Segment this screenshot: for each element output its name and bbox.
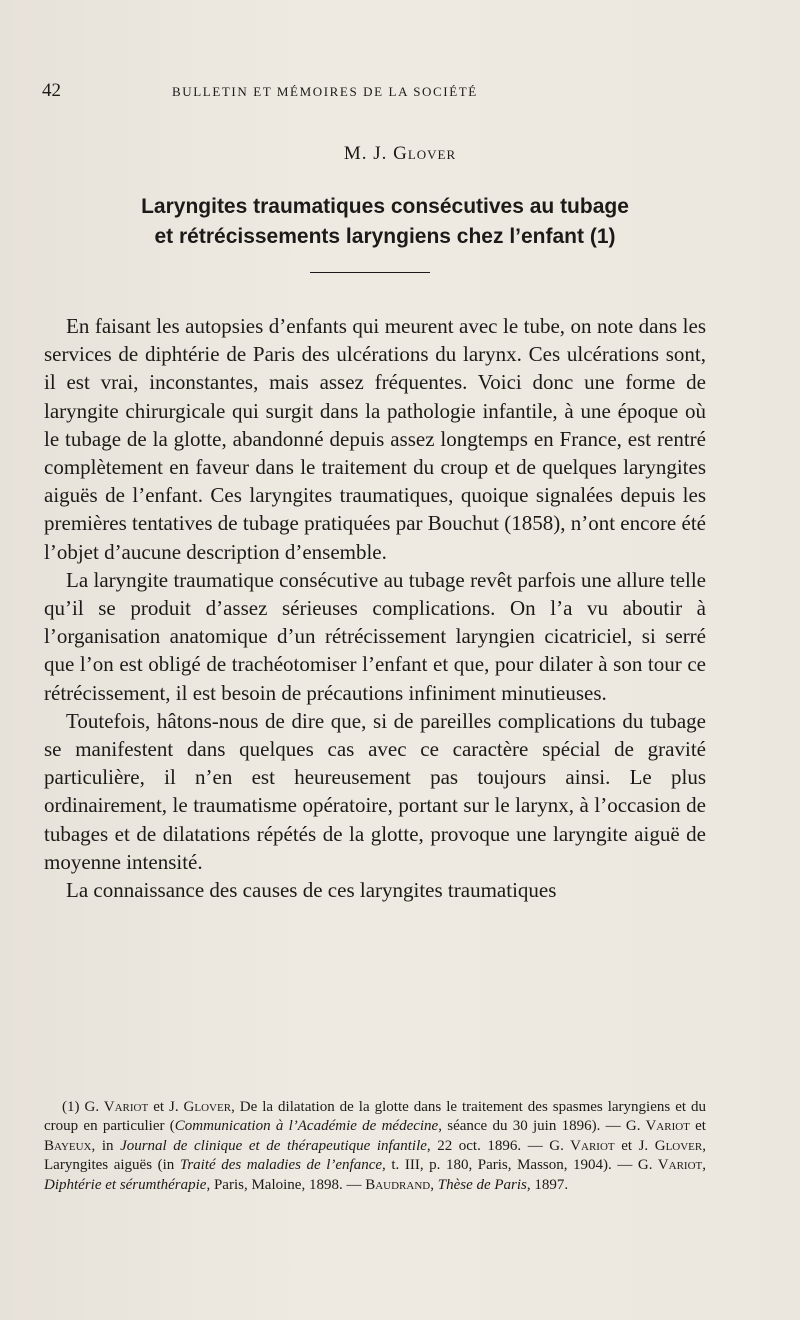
article-body [44, 312, 706, 904]
footnote-author: J. Glover [169, 1099, 232, 1115]
body-paragraph-3: Toutefois, hâtons-nous de dire que, si de pareilles complications du tubage se manifestent dans quelques cas avec ce caractère spécial de gravité particulière, il n’en est heureusement pas toujours ainsi. Le plus ordinairement, le traumatisme opératoire, portant sur le larynx, à l’occasion de tubages et de dilatations répétés de la glotte, provoque une laryngite aiguë de moyenne intensité. [44, 708, 706, 874]
article-title-line-1: Laryngites traumatiques consécutives au tubage [141, 195, 629, 218]
footnote-1: (1) G. Variot et J. Glover, De la dilatation de la glotte dans le traitement des spasmes laryngiens et du croup en particulier (Communication à l’Académie de médecine, séance du 30 juin 1896). — G. Variot et Bayeux, in Journal de clinique et de thérapeutique infantile, 22 oct. 1896. — G. Variot et J. Glover, Laryngites aiguës (in Traité des maladies de l’enfance, t. III, p. 180, Paris, Masson, 1904). — G. Variot, Diphtérie et sérumthérapie, Paris, Maloine, 1898. — Baudrand, Thèse de Paris, 1897. [44, 1099, 706, 1193]
body-paragraph-2: La laryngite traumatique consécutive au tubage revêt parfois une allure telle qu’il se produit d’assez sérieuses complications. On l’a vu aboutir à l’organisation anatomique d’un rétrécissement laryngien cicatriciel, si serré que l’on est obligé de trachéotomiser l’enfant et que, pour dilater à son tour ce rétrécissement, il est besoin de précautions infiniment minutieuses. [44, 567, 706, 705]
footnote-author: G. Variot [637, 1157, 703, 1174]
footnote-author: Baudrand [365, 1176, 431, 1193]
running-head [42, 80, 708, 102]
page-number: 42 [42, 80, 61, 101]
footnote-author: J. Glover [638, 1137, 703, 1154]
footnote-source-title: Journal de clinique et de thérapeutique infantile [120, 1137, 427, 1154]
footnote-source-title: Thèse de Paris [437, 1176, 527, 1193]
footnote-author: Bayeux [44, 1137, 92, 1154]
body-paragraph-1: En faisant les autopsies d’enfants qui meurent avec le tube, on note dans les services de diphtérie de Paris des ulcérations du larynx. Ces ulcérations sont, il est vrai, inconstantes, mais assez fréquentes. Voici donc une forme de laryngite chirurgicale qui surgit dans la pathologie infantile, à une époque où le tubage de la glotte, abandonné depuis assez longtemps en France, est rentré complètement en faveur dans le traitement du croup et de quelques laryngites aiguës de l’enfant. Ces laryngites traumatiques, quoique signalées depuis les premières tentatives de tubage pratiquées par Bouchut (1858), n’ont encore été l’objet d’aucune description d’ensemble. [44, 314, 706, 564]
footnote-marker: (1) [62, 1099, 80, 1115]
footnote [44, 1098, 706, 1195]
footnote-author: G. Variot [549, 1137, 615, 1154]
footnote-author: G. Variot [625, 1118, 690, 1135]
article-title-line-2: et rétrécissements laryngiens chez l’enfant (1) [154, 225, 616, 248]
footnote-source-title: Diphtérie et sérumthérapie [44, 1176, 207, 1193]
article-title [30, 192, 740, 252]
title-rule [310, 272, 430, 273]
running-title: BULLETIN ET MÉMOIRES DE LA SOCIÉTÉ [172, 84, 478, 99]
body-paragraph-4: La connaissance des causes de ces laryngites traumatiques [66, 878, 557, 903]
article-author: M. J. Glover [343, 143, 457, 164]
footnote-source-title: Communication à l’Académie de médecine [174, 1118, 439, 1135]
footnote-source-title: Traité des maladies de l’enfance [179, 1157, 383, 1174]
footnote-author: G. Variot [84, 1099, 149, 1115]
